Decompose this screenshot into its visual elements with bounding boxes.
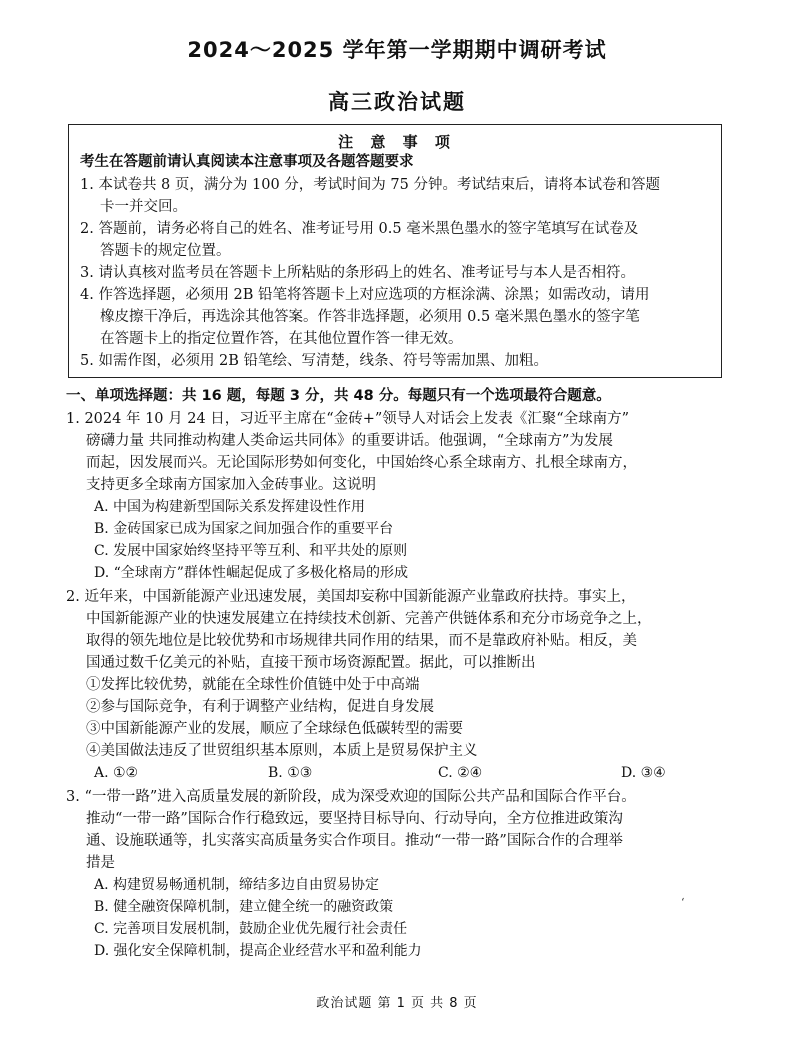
section-heading: 一、单项选择题：共 16 题，每题 3 分，共 48 分。每题只有一个选项最符合题意。	[66, 388, 611, 404]
q3-stem-line: 推动“一带一路”国际合作行稳致远，要坚持目标导向、行动导向，全方位推进政策沟	[86, 811, 623, 827]
q2-choice-c: C. ②④	[438, 765, 483, 781]
exam-subtitle: 高三政治试题	[328, 90, 466, 114]
notice-line: 2. 答题前，请务必将自己的姓名、准考证号用 0.5 毫米黑色墨水的签字笔填写在试卷及	[80, 221, 639, 237]
q2-statement-3: ③中国新能源产业的发展，顺应了全球绿色低碳转型的需要	[86, 721, 463, 737]
q2-stem-line: 2. 近年来，中国新能源产业迅速发展，美国却妄称中国新能源产业靠政府扶持。事实上，	[66, 589, 636, 605]
notice-line: 4. 作答选择题，必须用 2B 铅笔将答题卡上对应选项的方框涂满、涂黑；如需改动，请用	[80, 287, 650, 303]
q2-choice-d: D. ③④	[621, 765, 666, 781]
stray-ink-mark: ʻ	[681, 896, 685, 909]
q1-option-a: A. 中国为构建新型国际关系发挥建设性作用	[94, 499, 366, 515]
q1-option-c: C. 发展中国家始终坚持平等互利、和平共处的原则	[94, 543, 408, 559]
q2-stem-line: 取得的领先地位是比较优势和市场规律共同作用的结果，而不是靠政府补贴。相反，美	[86, 633, 637, 649]
q2-stem-line: 国通过数千亿美元的补贴，直接干预市场资源配置。据此，可以推断出	[86, 655, 536, 671]
q1-stem-line: 1. 2024 年 10 月 24 日，习近平主席在“金砖+”领导人对话会上发表《汇聚“全球南方”	[66, 411, 630, 427]
page-footer: 政治试题 第 1 页 共 8 页	[316, 996, 478, 1011]
q1-option-b: B. 金砖国家已成为国家之间加强合作的重要平台	[94, 521, 394, 537]
notice-line: 3. 请认真核对监考员在答题卡上所粘贴的条形码上的姓名、准考证号与本人是否相符。	[80, 265, 635, 281]
notice-line: 橡皮擦干净后，再选涂其他答案。作答非选择题，必须用 0.5 毫米黑色墨水的签字笔	[100, 309, 640, 325]
q2-statement-4: ④美国做法违反了世贸组织基本原则，本质上是贸易保护主义	[86, 743, 478, 759]
q1-stem-line: 支持更多全球南方国家加入金砖事业。这说明	[86, 477, 376, 493]
q2-statement-1: ①发挥比较优势，就能在全球性价值链中处于中高端	[86, 677, 420, 693]
q1-stem-line: 而起，因发展而兴。无论国际形势如何变化，中国始终心系全球南方、扎根全球南方，	[86, 455, 637, 471]
exam-title: 2024～2025 学年第一学期期中调研考试	[187, 38, 607, 62]
q1-option-d: D. “全球南方”群体性崛起促成了多极化格局的形成	[94, 565, 408, 581]
q3-stem-line: 3. “一带一路”进入高质量发展的新阶段，成为深受欢迎的国际公共产品和国际合作平台。	[66, 789, 636, 805]
q2-statement-2: ②参与国际竞争，有利于调整产业结构，促进自身发展	[86, 699, 434, 715]
notice-line: 5. 如需作图，必须用 2B 铅笔绘、写清楚，线条、符号等需加黑、加粗。	[80, 353, 549, 369]
q2-choice-a: A. ①②	[94, 765, 139, 781]
q1-stem-line: 磅礴力量 共同推动构建人类命运共同体》的重要讲话。他强调，“全球南方”为发展	[86, 433, 613, 449]
q3-stem-line: 通、设施联通等，扎实落实高质量务实合作项目。推动“一带一路”国际合作的合理举	[86, 833, 623, 849]
q2-stem-line: 中国新能源产业的快速发展建立在持续技术创新、完善产供链体系和充分市场竞争之上，	[86, 611, 652, 627]
q3-option-a: A. 构建贸易畅通机制，缔结多边自由贸易协定	[94, 877, 380, 893]
q3-option-d: D. 强化安全保障机制，提高企业经营水平和盈利能力	[94, 943, 422, 959]
q3-stem-line: 措是	[86, 855, 115, 871]
notice-line: 卡一并交回。	[100, 199, 187, 215]
notice-title: 注 意 事 项	[338, 133, 456, 151]
q3-option-c: C. 完善项目发展机制，鼓励企业优先履行社会责任	[94, 921, 408, 937]
notice-intro: 考生在答题前请认真阅读本注意事项及各题答题要求	[80, 154, 414, 170]
notice-line: 答题卡的规定位置。	[100, 243, 231, 259]
q3-option-b: B. 健全融资保障机制，建立健全统一的融资政策	[94, 899, 394, 915]
q2-choice-b: B. ①③	[268, 765, 313, 781]
notice-line: 在答题卡上的指定位置作答，在其他位置作答一律无效。	[100, 331, 463, 347]
notice-line: 1. 本试卷共 8 页，满分为 100 分，考试时间为 75 分钟。考试结束后，请将本试卷和答题	[80, 177, 660, 193]
